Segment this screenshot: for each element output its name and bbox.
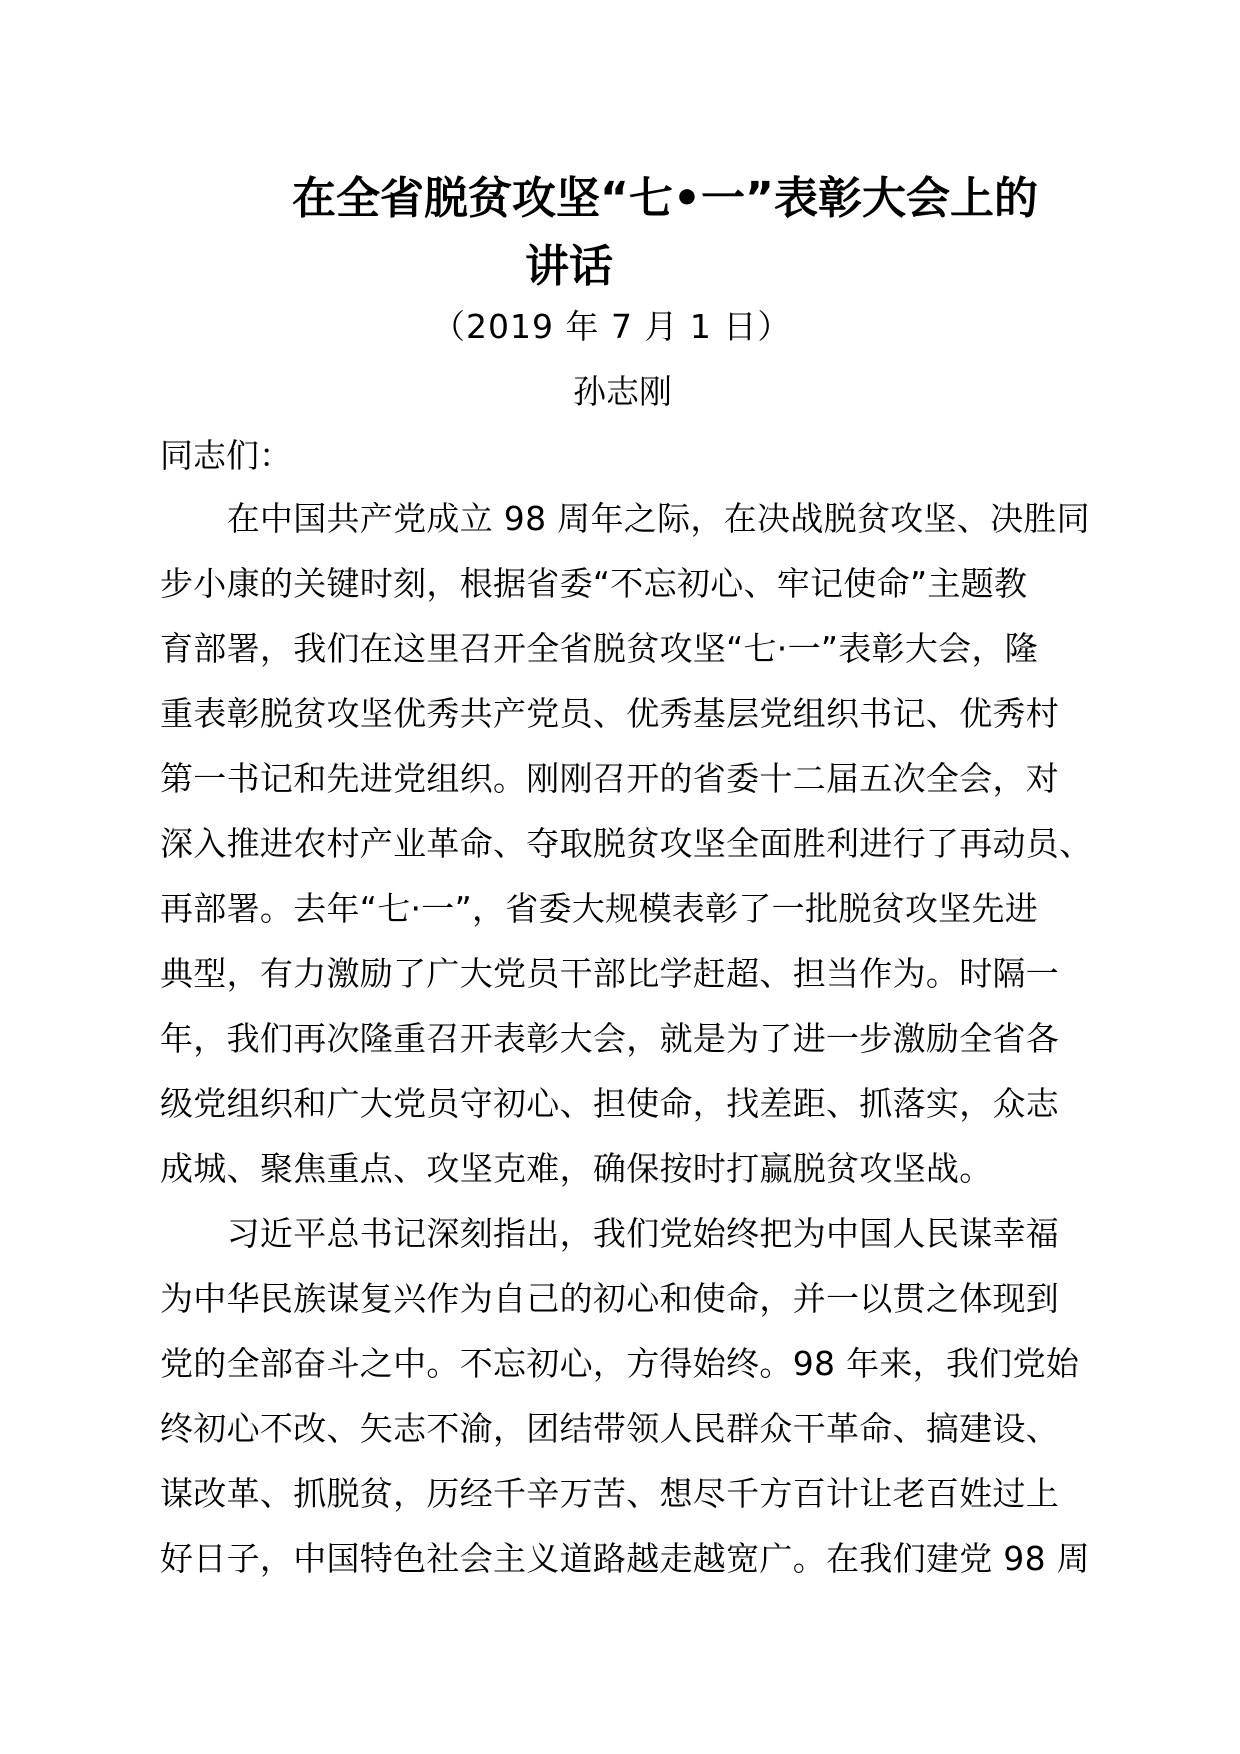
body-line: 典型，有力激励了广大党员干部比学赶超、担当作为。时隔一 bbox=[160, 954, 1060, 993]
body-line: 年，我们再次隆重召开表彰大会，就是为了进一步激励全省各 bbox=[160, 1019, 1060, 1058]
body-line: 重表彰脱贫攻坚优秀共产党员、优秀基层党组织书记、优秀村 bbox=[160, 694, 1060, 733]
body-text bbox=[160, 497, 1100, 1602]
title-line-2: 讲话 bbox=[525, 241, 613, 292]
body-line: 习近平总书记深刻指出，我们党始终把为中国人民谋幸福 bbox=[160, 1214, 1060, 1253]
body-line: 深入推进农村产业革命、夺取脱贫攻坚全面胜利进行了再动员、 bbox=[160, 824, 1093, 863]
body-line: 成城、聚焦重点、攻坚克难，确保按时打赢脱贫攻坚战。 bbox=[160, 1149, 993, 1188]
body-line: 育部署，我们在这里召开全省脱贫攻坚“七·一”表彰大会，隆 bbox=[160, 629, 1039, 668]
body-line: 步小康的关键时刻，根据省委“不忘初心、牢记使命”主题教 bbox=[160, 564, 1028, 603]
body-line: 为中华民族谋复兴作为自己的初心和使命，并一以贯之体现到 bbox=[160, 1279, 1060, 1318]
body-line: 级党组织和广大党员守初心、担使命，找差距、抓落实，众志 bbox=[160, 1084, 1060, 1123]
body-line: 好日子，中国特色社会主义道路越走越宽广。在我们建党 98 周 bbox=[160, 1539, 1090, 1578]
author-name: 孙志刚 bbox=[573, 372, 672, 411]
body-line: 在中国共产党成立 98 周年之际，在决战脱贫攻坚、决胜同 bbox=[160, 499, 1090, 538]
salutation: 同志们： bbox=[160, 436, 292, 475]
body-line: 党的全部奋斗之中。不忘初心，方得始终。98 年来，我们党始 bbox=[160, 1344, 1080, 1383]
body-line: 终初心不改、矢志不渝，团结带领人民群众干革命、搞建设、 bbox=[160, 1409, 1060, 1448]
title-line-1: 在全省脱贫攻坚“七•一”表彰大会上的 bbox=[292, 173, 1038, 224]
body-line: 第一书记和先进党组织。刚刚召开的省委十二届五次全会，对 bbox=[160, 759, 1060, 798]
speech-date: （2019 年 7 月 1 日） bbox=[432, 307, 792, 346]
body-line: 谋改革、抓脱贫，历经千辛万苦、想尽千方百计让老百姓过上 bbox=[160, 1474, 1060, 1513]
body-line: 再部署。去年“七·一”，省委大规模表彰了一批脱贫攻坚先进 bbox=[160, 889, 1039, 928]
